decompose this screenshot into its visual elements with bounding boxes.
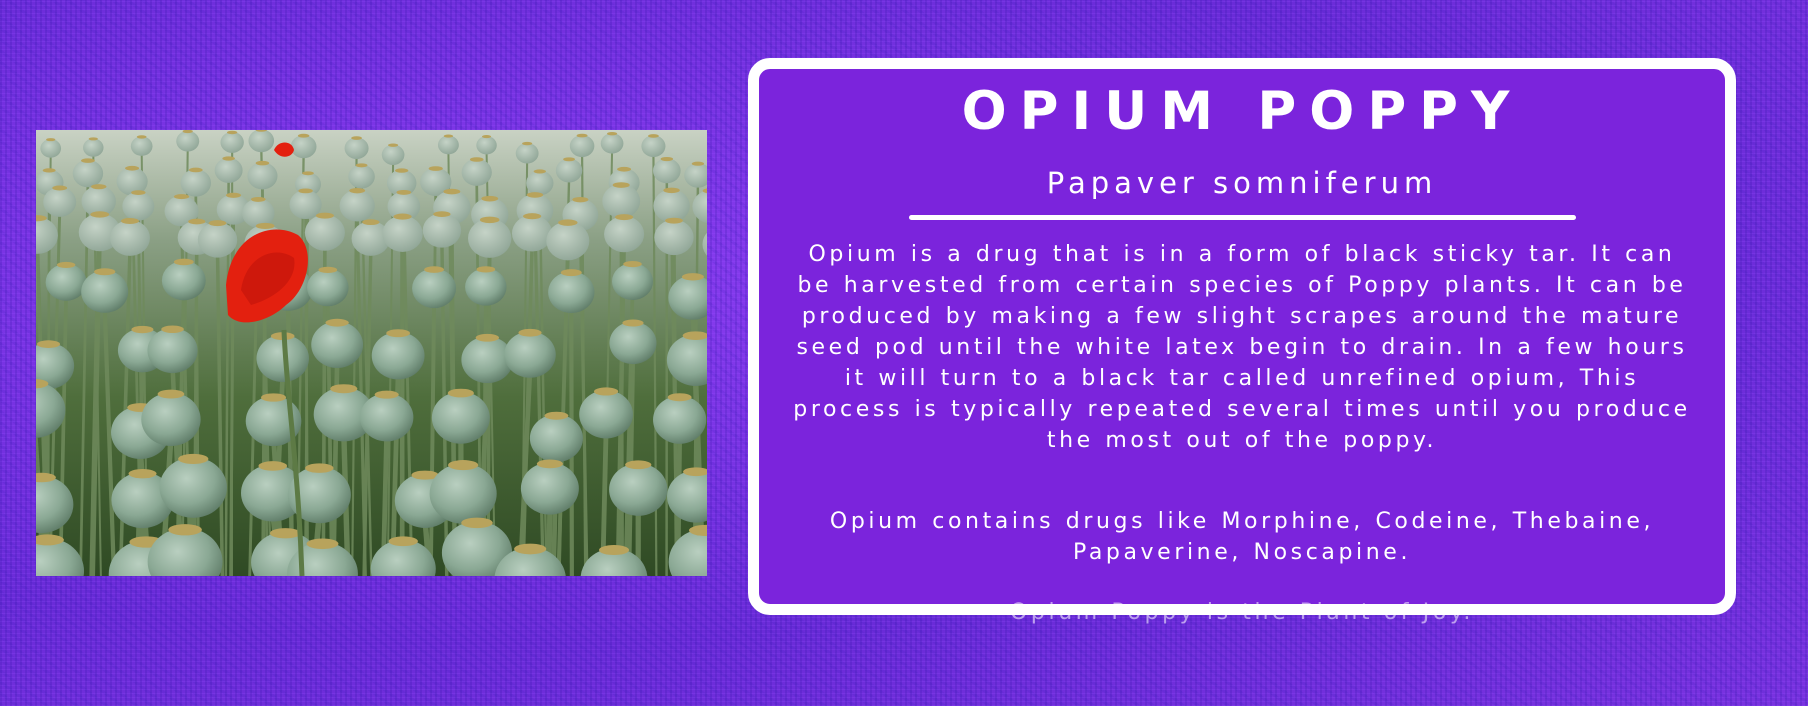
seed-pod bbox=[423, 213, 461, 248]
seed-pod-crown bbox=[137, 135, 147, 138]
seed-pod bbox=[476, 136, 496, 154]
seed-pod-crown bbox=[131, 326, 153, 333]
info-card bbox=[748, 58, 1736, 615]
seed-pod bbox=[340, 190, 375, 222]
seed-pod-crown bbox=[665, 218, 683, 224]
seed-pod-crown bbox=[388, 143, 398, 146]
seed-pod bbox=[526, 171, 553, 196]
seed-pod bbox=[579, 390, 633, 438]
seed-pod-crown bbox=[261, 393, 286, 401]
seed-pod bbox=[468, 219, 511, 258]
seed-pod bbox=[609, 322, 656, 364]
seed-pod-crown bbox=[648, 134, 659, 138]
seed-pod bbox=[348, 165, 375, 189]
seed-pod-crown bbox=[480, 217, 500, 224]
seed-pod-crown bbox=[90, 211, 109, 217]
seed-pod-crown bbox=[682, 273, 704, 280]
seed-pod bbox=[432, 392, 490, 444]
seed-pod bbox=[141, 393, 200, 446]
seed-pod-crown bbox=[52, 186, 67, 191]
seed-pod-crown bbox=[476, 266, 495, 272]
seed-pod bbox=[73, 160, 103, 187]
seed-pod-crown bbox=[607, 132, 617, 135]
seed-pod bbox=[504, 331, 556, 377]
seed-pod-crown bbox=[661, 157, 673, 161]
seed-pod-crown bbox=[482, 135, 491, 138]
seed-pod-crown bbox=[594, 387, 618, 395]
seed-pod-crown bbox=[448, 460, 478, 470]
seed-pod-crown bbox=[534, 169, 546, 173]
seed-pod-crown bbox=[668, 393, 692, 401]
seed-pod-crown bbox=[393, 214, 411, 220]
seed-pod bbox=[110, 220, 150, 256]
seed-pod bbox=[412, 268, 456, 308]
seed-pod-crown bbox=[37, 340, 60, 348]
seed-pod bbox=[131, 136, 153, 156]
seed-pod-crown bbox=[523, 213, 541, 219]
seed-pod-crown bbox=[617, 167, 631, 172]
seed-pod bbox=[465, 268, 506, 305]
seed-pod-crown bbox=[544, 412, 568, 420]
seed-pod-crown bbox=[429, 166, 443, 171]
seed-pod bbox=[46, 264, 87, 301]
seed-pod-crown bbox=[433, 211, 450, 217]
seed-pod-crown bbox=[599, 545, 629, 555]
seed-pod bbox=[382, 216, 422, 252]
seed-pod-crown bbox=[692, 162, 704, 166]
seed-pod-crown bbox=[302, 171, 314, 175]
seed-pod-crown bbox=[57, 262, 75, 268]
seed-pod bbox=[653, 396, 706, 444]
seed-pod-crown bbox=[349, 188, 365, 193]
seed-pod-crown bbox=[389, 536, 418, 546]
seed-pod bbox=[521, 462, 579, 514]
seed-pod bbox=[81, 271, 128, 313]
seed-pod bbox=[609, 463, 667, 516]
seed-pod-crown bbox=[558, 219, 577, 225]
seed-pod bbox=[602, 184, 640, 218]
seed-pod bbox=[612, 263, 653, 300]
seed-pod-crown bbox=[174, 194, 189, 199]
seed-pod-crown bbox=[325, 319, 348, 327]
seed-pod-crown bbox=[330, 384, 357, 393]
seed-pod-crown bbox=[622, 319, 643, 326]
seed-pod-crown bbox=[561, 269, 582, 276]
seed-pod bbox=[147, 328, 197, 373]
seed-pod bbox=[247, 162, 277, 189]
seed-pod bbox=[601, 133, 624, 153]
seed-pod-crown bbox=[613, 182, 630, 188]
seed-pod bbox=[248, 130, 274, 152]
seed-pod-crown bbox=[318, 267, 337, 273]
seed-pod-crown bbox=[663, 188, 679, 193]
seed-pod-crown bbox=[470, 157, 484, 162]
seed-pod-crown bbox=[131, 190, 145, 195]
seed-pod-crown bbox=[256, 223, 275, 229]
seed-pod bbox=[654, 220, 693, 255]
seed-pod-crown bbox=[396, 190, 411, 195]
seed-pod bbox=[305, 215, 345, 251]
seed-pod-crown bbox=[161, 325, 184, 333]
seed-pod-crown bbox=[522, 142, 532, 145]
seed-pod bbox=[360, 393, 413, 441]
seed-pod bbox=[653, 189, 690, 222]
seed-pod-crown bbox=[46, 138, 55, 141]
seed-pod-crown bbox=[375, 391, 399, 399]
seed-pod-crown bbox=[256, 161, 270, 166]
seed-pod bbox=[382, 145, 405, 165]
seed-pod bbox=[512, 215, 552, 251]
seed-pod bbox=[176, 131, 199, 152]
seed-pod bbox=[530, 414, 583, 462]
seed-pod-crown bbox=[362, 219, 379, 225]
seed-pod-crown bbox=[94, 268, 115, 275]
seed-pod bbox=[372, 332, 425, 380]
seed-pod-crown bbox=[514, 544, 546, 555]
seed-pod-crown bbox=[81, 158, 95, 163]
seed-pod-crown bbox=[386, 329, 410, 337]
tagline-overflow: Opium Poppy is the Plant of Joy. bbox=[1010, 600, 1474, 625]
seed-pod-crown bbox=[461, 518, 493, 529]
seed-pod-crown bbox=[518, 329, 541, 337]
seed-pod bbox=[181, 169, 211, 196]
seed-pod bbox=[604, 216, 644, 252]
seed-pod-crown bbox=[298, 188, 312, 193]
seed-pod-crown bbox=[251, 197, 266, 202]
seed-pod-crown bbox=[270, 528, 301, 538]
seed-pod bbox=[198, 222, 237, 257]
seed-pod-crown bbox=[476, 334, 499, 342]
seed-pod-crown bbox=[527, 192, 544, 198]
seed-pod bbox=[345, 137, 369, 159]
seed-pod-crown bbox=[298, 134, 310, 138]
seed-pod bbox=[641, 135, 665, 157]
seed-pod bbox=[546, 222, 589, 261]
card-title: OPIUM POPPY bbox=[961, 81, 1523, 142]
seed-pod bbox=[122, 192, 154, 221]
seed-pod-crown bbox=[572, 197, 588, 202]
seed-pod-crown bbox=[129, 469, 157, 478]
seed-pod bbox=[291, 135, 317, 158]
seed-pod bbox=[307, 269, 349, 306]
seed-pod-crown bbox=[356, 163, 368, 167]
seed-pod-crown bbox=[91, 184, 106, 189]
scientific-name: Papaver somniferum bbox=[1046, 166, 1438, 200]
seed-pod bbox=[220, 132, 243, 153]
seed-pod-crown bbox=[615, 214, 633, 220]
seed-pod bbox=[653, 158, 681, 183]
poppy-field-photo bbox=[36, 130, 707, 576]
seed-pod bbox=[40, 139, 61, 158]
seed-pod-crown bbox=[121, 218, 139, 224]
seed-pod bbox=[556, 159, 582, 183]
seed-pod-crown bbox=[577, 134, 588, 138]
seed-pod-crown bbox=[563, 157, 575, 161]
seed-pod bbox=[430, 463, 497, 523]
seed-pod-crown bbox=[443, 189, 460, 195]
seed-pod-crown bbox=[158, 390, 185, 399]
seed-pod-crown bbox=[448, 389, 474, 398]
seed-pod-crown bbox=[209, 220, 227, 226]
seed-pod-crown bbox=[351, 136, 362, 140]
seed-pod-crown bbox=[168, 524, 202, 535]
seed-pod-crown bbox=[481, 196, 498, 202]
seed-pod-crown bbox=[89, 137, 98, 140]
seed-pod-crown bbox=[305, 463, 333, 472]
poppy-field-illustration bbox=[36, 130, 707, 576]
seed-pod bbox=[311, 321, 363, 368]
seed-pod-crown bbox=[174, 259, 194, 266]
seed-pod-crown bbox=[188, 219, 205, 225]
contents-paragraph: Opium contains drugs like Morphine, Codeine, Thebaine, Papaverine, Noscapine. bbox=[829, 509, 1655, 565]
seed-pod bbox=[162, 261, 206, 300]
seed-pod-crown bbox=[178, 454, 208, 464]
seed-pod bbox=[462, 159, 492, 186]
seed-pod bbox=[83, 138, 103, 156]
seed-pod-crown bbox=[222, 156, 235, 160]
seed-pod-crown bbox=[258, 461, 287, 471]
seed-pod-crown bbox=[424, 266, 444, 273]
seed-pod-crown bbox=[316, 213, 334, 219]
seed-pod-crown bbox=[125, 166, 139, 171]
seed-pod-crown bbox=[623, 261, 641, 267]
seed-pod-crown bbox=[307, 538, 339, 549]
seed-pod-crown bbox=[189, 168, 203, 173]
seed-pod bbox=[570, 135, 595, 157]
description-paragraph: Opium is a drug that is in a form of black sticky tar. It can be harvested from certain species of Poppy plants. It can be produced by making a few slight scrapes around the mature seed pod until the white latex begin to drain. In a few hours it will turn to a black tar called unrefined opium, This process is typically repeated several times until you produce the most out of the poppy. bbox=[793, 242, 1691, 453]
seed-pod-crown bbox=[395, 168, 408, 172]
seed-pod-crown bbox=[625, 460, 651, 469]
seed-pod-crown bbox=[43, 168, 56, 172]
seed-pod bbox=[516, 143, 539, 164]
seed-pod-crown bbox=[444, 134, 453, 137]
seed-pod bbox=[438, 136, 459, 155]
seed-pod bbox=[43, 187, 76, 217]
seed-pod bbox=[160, 457, 227, 518]
seed-pod bbox=[215, 158, 243, 183]
seed-pod bbox=[548, 271, 594, 313]
seed-pod-crown bbox=[537, 460, 563, 469]
seed-pod-crown bbox=[227, 131, 238, 135]
seed-pod-crown bbox=[226, 193, 241, 198]
title-divider bbox=[909, 215, 1576, 220]
